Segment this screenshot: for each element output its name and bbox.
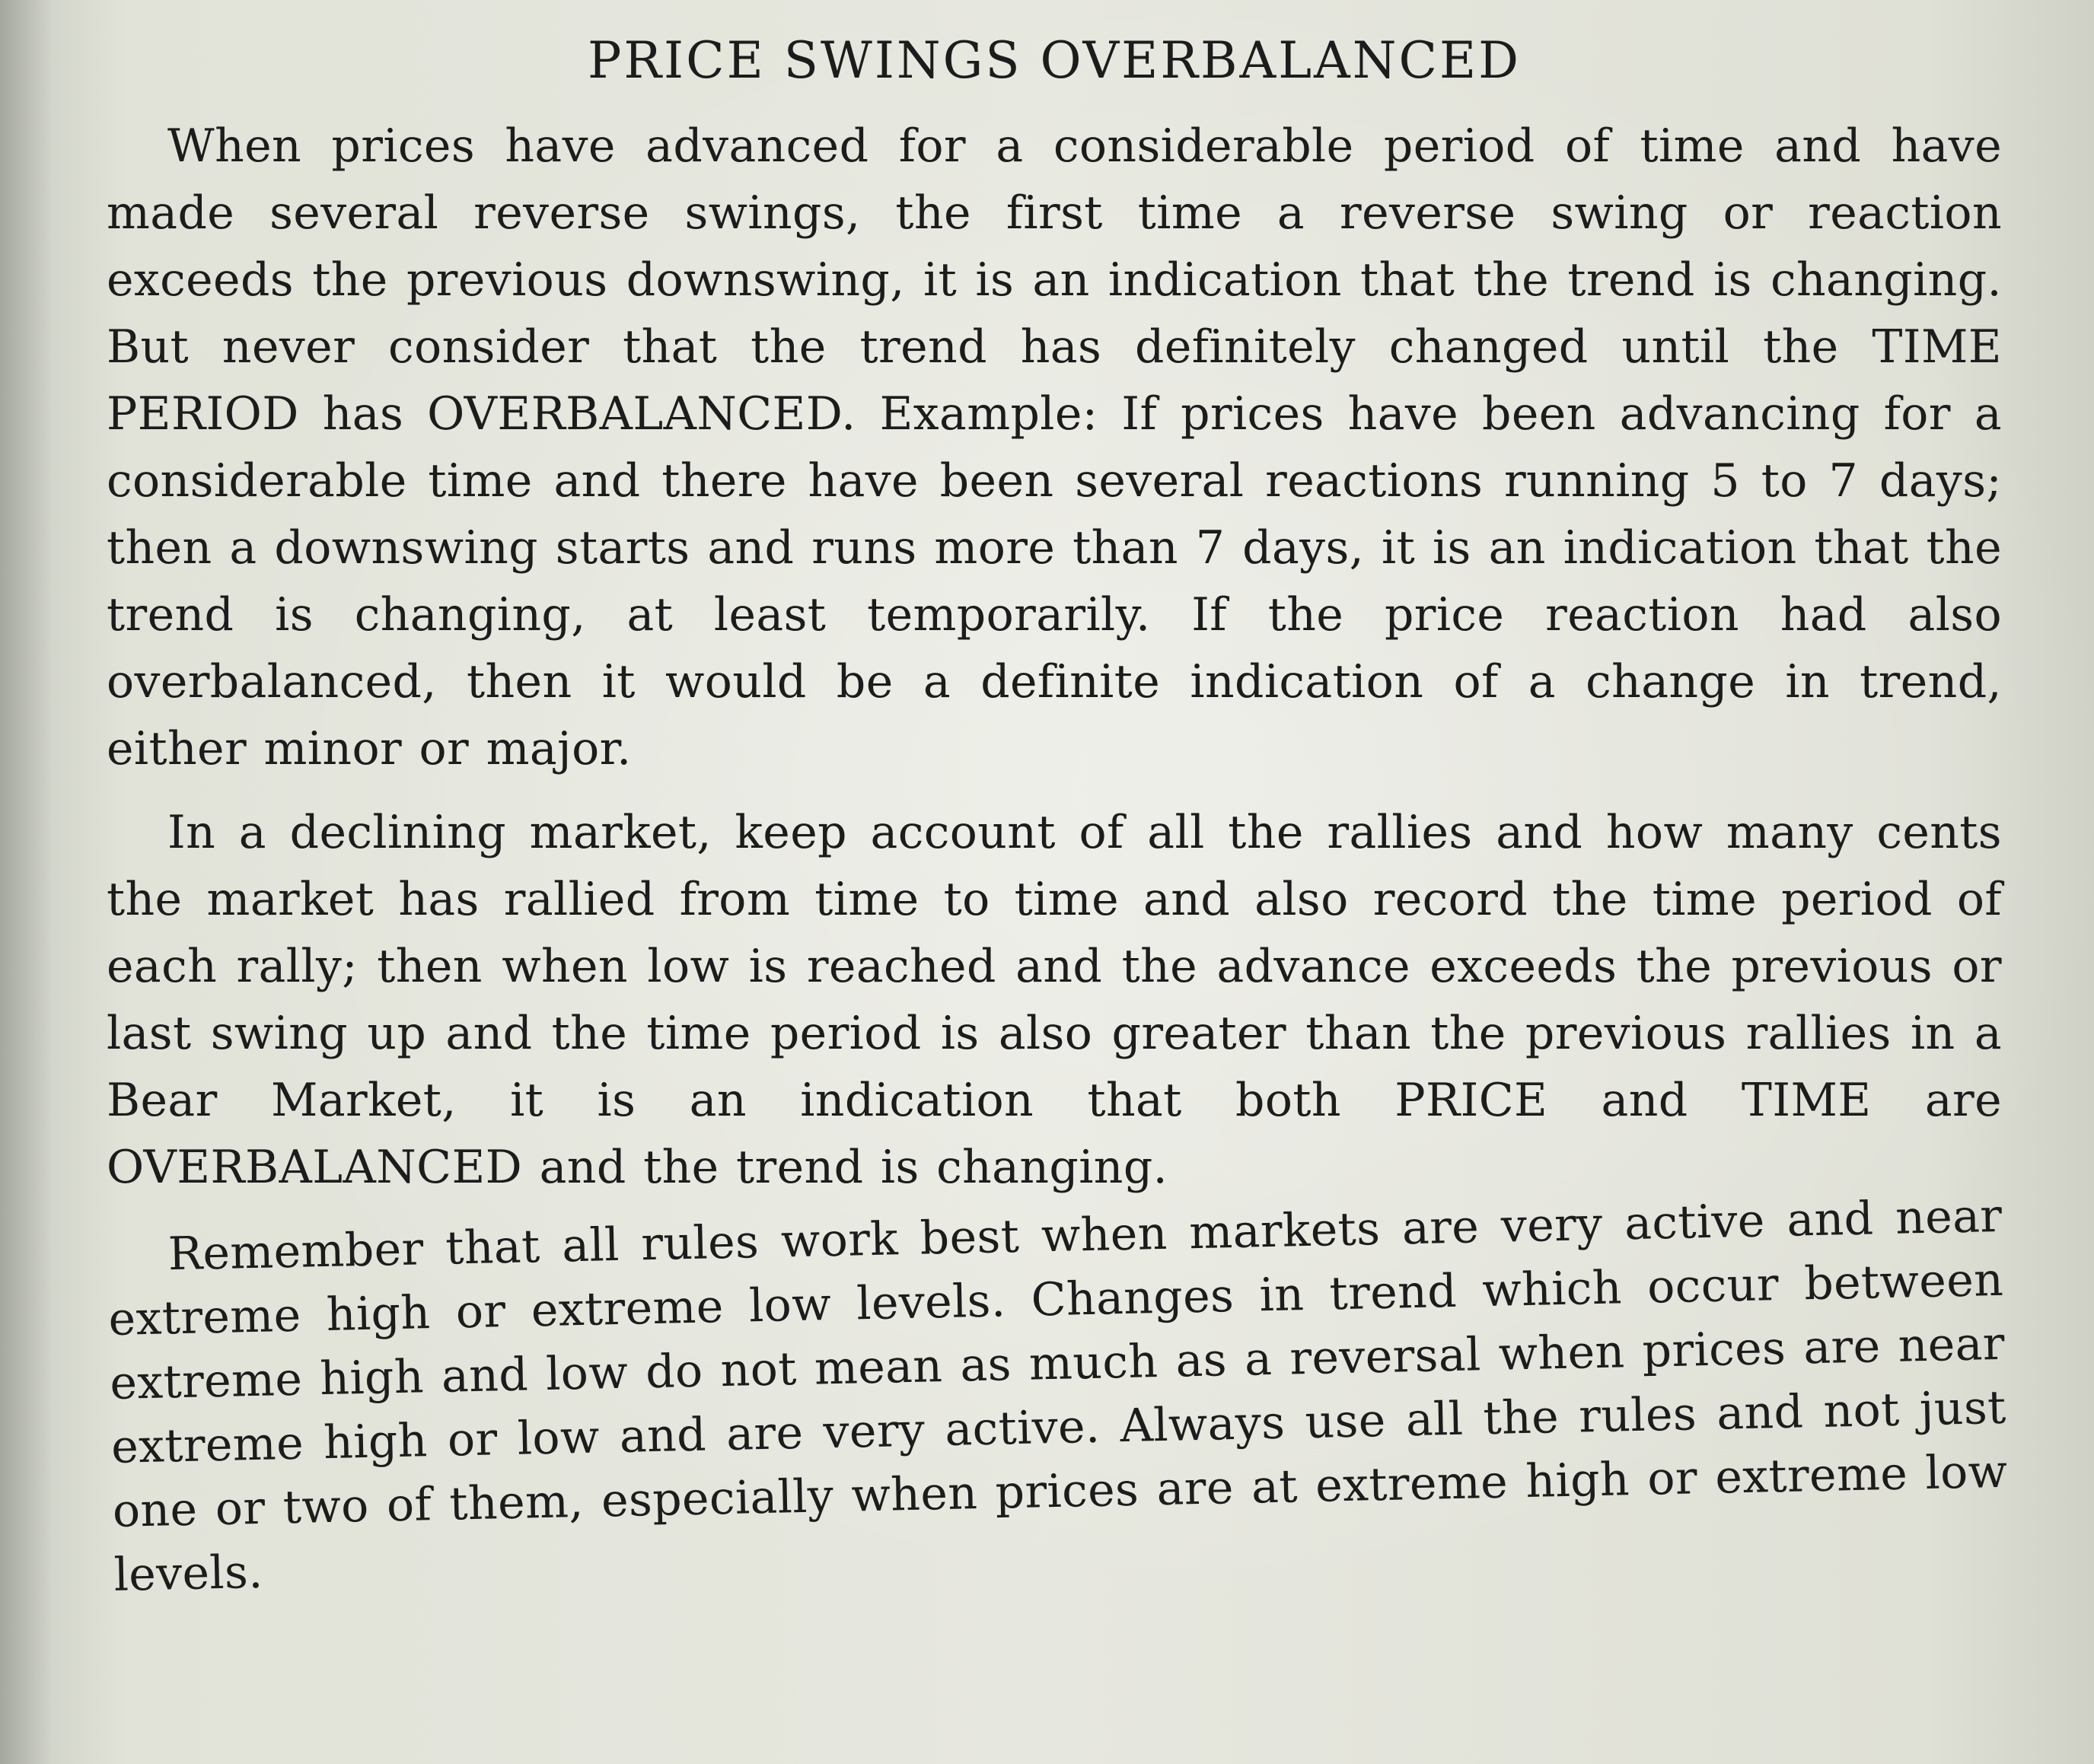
paragraph-2: In a declining market, keep account of all the rallies and how many cents the market has rallied from time to time and also record the time period of each rally; then when low is reached and the advance exceeds the previous or last swing up and the time period is also greater than the previous rallies in a Bear Market, it is an indication that both PRICE and TIME are OVERBALANCED and the trend is changing.	[107, 806, 2002, 1194]
text-block	[107, 23, 2009, 1624]
paragraph-1: When prices have advanced for a considerable period of time and have made several reverse swings, the first time a reverse swing or reaction exceeds the previous downswing, it is an indication that the trend is changing. But never consider that the trend has definitely changed until the TIME PERIOD has OVERBALANCED. Example: If prices have been advancing for a considerable time and there have been several reactions running 5 to 7 days; then a downswing starts and runs more than 7 days, it is an indication that the trend is changing, at least temporarily. If the price reaction had also overbalanced, then it would be a definite indication of a change in trend, either minor or major.	[107, 119, 2002, 775]
page-gutter-shadow	[0, 0, 53, 1764]
paragraph-3: Remember that all rules work best when markets are very active and near extreme high or extreme low levels. Changes in trend which occur between extreme high and low do not mean as much as a reversal when prices are near extreme high or low and are very active. Always use all the rules and not just one or two of them, especially when prices are at extreme high or extreme low levels.	[107, 1189, 2009, 1602]
section-title: PRICE SWINGS OVERBALANCED	[587, 31, 1522, 90]
